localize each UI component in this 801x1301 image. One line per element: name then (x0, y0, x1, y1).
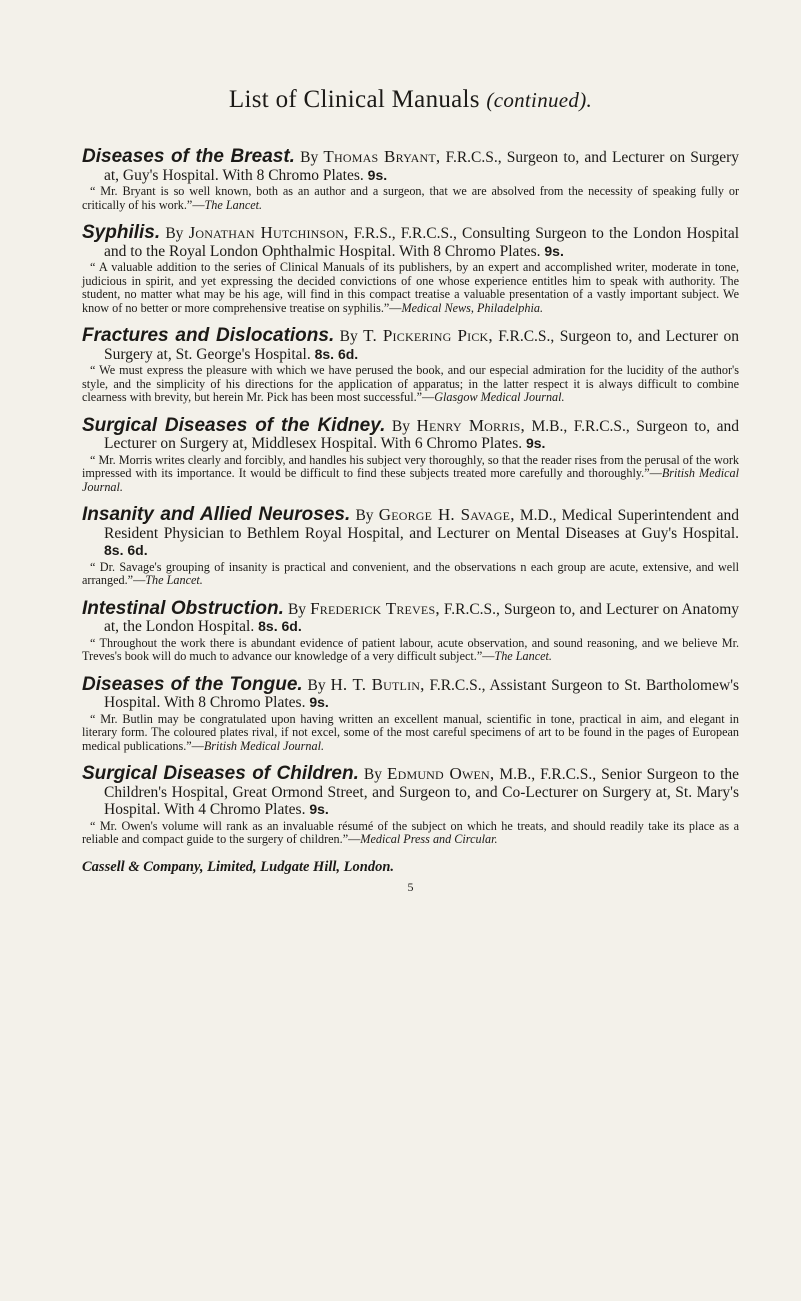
review-text: “ A valuable addition to the series of Clinical Manuals of its publishers, by an expert and accomplished writer, moderate in tone, judicious in spirit, and yet expressing the decided convictions of one whose experience entitles him to speak with authority. The student, no matter what may be his age, will find in this compact treatise a valuable presentation of a vastly important subject. We know of no better or more comprehensive treatise on syphilis.”— (82, 260, 739, 315)
review-text: “ Mr. Morris writes clearly and forcibly, and handles his subject very thoroughly, so that the reader rises from the perusal of the work impressed with its importance. It would be difficult to find these subjects treated more carefully and thoroughly.”— (82, 452, 739, 480)
review-text: “ Throughout the work there is abundant evidence of patient labour, acute observation, and sound reasoning, and we believe Mr. Treves's book will do much to advance our knowledge of a very difficult subject.”— (82, 635, 739, 663)
review-source: Medical Press and Circular. (360, 832, 498, 846)
review-source: British Medical Journal. (203, 738, 325, 753)
author-name: T. Pickering Pick, (363, 326, 493, 345)
entry-heading (82, 414, 740, 453)
author-details: M.B., F.R.C.S., Surgeon to, and Lecturer on Surgery at, Middlesex Hospital. With 6 Chromo Plates. (104, 417, 740, 452)
author-details: M.D., Medical Superintendent and Resident Physician to Bethlem Royal Hospital, and Lecturer on Mental Diseases at Guy's Hospital. (104, 507, 740, 542)
publisher-line: Cassell & Company, Limited, Ludgate Hill, London. (82, 858, 395, 875)
entry-heading (82, 673, 740, 712)
book-title: Insanity and Allied Neuroses. (82, 504, 351, 525)
book-title: Surgical Diseases of Children. (82, 763, 359, 784)
author-name: Thomas Bryant, (323, 147, 441, 166)
author-name: Henry Morris, (416, 415, 525, 435)
by-word: By (307, 676, 326, 694)
review-quote (82, 454, 739, 495)
entries-list (82, 148, 739, 847)
author-name: George H. Savage, (378, 505, 515, 524)
author-name: Jonathan Hutchinson, (188, 223, 349, 242)
review-quote (82, 364, 739, 405)
author-name: Frederick Treves, (310, 598, 440, 618)
book-entry (82, 224, 739, 315)
review-source: The Lancet. (204, 197, 263, 212)
author-details: F.R.C.S., Surgeon to, and Lecturer on Surgery at, St. George's Hospital. (104, 328, 739, 363)
review-text: “ Mr. Bryant is so well known, both as an author and a surgeon, that we are absolved from the necessity of speaking fully or critically of his work.”— (82, 184, 739, 212)
author-name: Edmund Owen, (387, 764, 495, 783)
entry-heading (82, 327, 739, 363)
review-source: Medical News, Philadelphia. (401, 300, 543, 315)
review-quote (82, 820, 739, 847)
book-entry (82, 327, 739, 405)
book-entry (82, 765, 739, 847)
book-entry (82, 597, 739, 664)
review-source: British Medical Journal. (82, 466, 739, 494)
book-title: Fractures and Dislocations. (82, 325, 335, 346)
price: 9s. (367, 166, 388, 183)
book-entry (82, 673, 740, 754)
review-source: The Lancet. (494, 649, 552, 663)
review-source: The Lancet. (145, 573, 203, 587)
price: 9s. (525, 435, 546, 451)
review-text: “ We must express the pleasure with which we have perused the book, and our especial admiration for the lucidity of the author's style, and the simplicity of his directions for the application of apparatus; in the latter respect it is always difficult to combine clearness with brevity, but herein Mr. Pick has been most successful.”— (82, 363, 739, 404)
book-entry (82, 506, 739, 588)
book-title: Surgical Diseases of the Kidney. (82, 414, 386, 436)
entry-heading (82, 506, 739, 560)
entry-heading (82, 224, 739, 260)
entry-heading (82, 148, 739, 184)
header-title: List of Clinical Manuals (228, 86, 480, 113)
author-details: F.R.S., F.R.C.S., Consulting Surgeon to the London Hospital and to the Royal London Ophthalmic Hospital. With 8 Chromo Plates. (104, 225, 740, 260)
by-word: By (355, 507, 374, 524)
review-quote (82, 713, 739, 754)
book-entry (82, 148, 739, 212)
by-word: By (363, 766, 382, 783)
review-source: Glasgow Medical Journal. (434, 390, 565, 404)
review-text: “ Dr. Savage's grouping of insanity is practical and convenient, and the observations n each group are acute, extensive, and well arranged.”— (82, 559, 739, 587)
review-text: “ Mr. Butlin may be congratulated upon having written an excellent manual, scientific in tone, practical in aim, and elegant in literary form. The coloured plates rival, if not excel, some of the most careful specimens of art to be found in the pages of European medical publications.”— (82, 711, 739, 753)
review-quote (82, 637, 739, 664)
entry-heading (82, 597, 739, 636)
review-quote (82, 185, 739, 212)
header-continued: (continued). (486, 88, 593, 112)
by-word: By (287, 600, 307, 618)
price: 8s. 6d. (258, 618, 302, 634)
book-title: Diseases of the Breast. (82, 146, 295, 167)
book-title: Diseases of the Tongue. (82, 673, 303, 695)
price: 8s. 6d. (104, 542, 148, 558)
review-quote (82, 261, 739, 315)
book-title: Syphilis. (82, 222, 161, 243)
by-word: By (339, 328, 358, 345)
author-details: F.R.C.S., Assistant Surgeon to St. Bartholomew's Hospital. With 8 Chromo Plates. (104, 676, 740, 711)
review-quote (82, 561, 739, 588)
author-details: F.R.C.S., Surgeon to, and Lecturer on Surgery at, Guy's Hospital. With 8 Chromo Plates. (104, 149, 740, 184)
price: 9s. (309, 801, 329, 817)
author-details: F.R.C.S., Surgeon to, and Lecturer on Anatomy at, the London Hospital. (104, 600, 739, 635)
by-word: By (391, 417, 410, 435)
page-header (82, 86, 739, 114)
book-entry (82, 414, 740, 495)
price: 9s. (544, 242, 564, 259)
by-word: By (300, 149, 319, 166)
price: 9s. (309, 694, 329, 710)
by-word: By (165, 225, 184, 242)
book-title: Intestinal Obstruction. (82, 597, 284, 619)
price: 8s. 6d. (314, 345, 359, 362)
author-name: H. T. Butlin, (330, 674, 425, 694)
page-number: 5 (407, 879, 414, 894)
entry-heading (82, 765, 739, 819)
author-details: M.B., F.R.C.S., Senior Surgeon to the Children's Hospital, Great Ormond Street, and Surgeon to, and Co-Lecturer on Surgery at, St. Mary's Hospital. With 4 Chromo Plates. (104, 766, 740, 818)
review-text: “ Mr. Owen's volume will rank as an invaluable résumé of the subject on which he treats, and should readily take its place as a reliable and compact guide to the surgery of children.”— (82, 818, 739, 846)
